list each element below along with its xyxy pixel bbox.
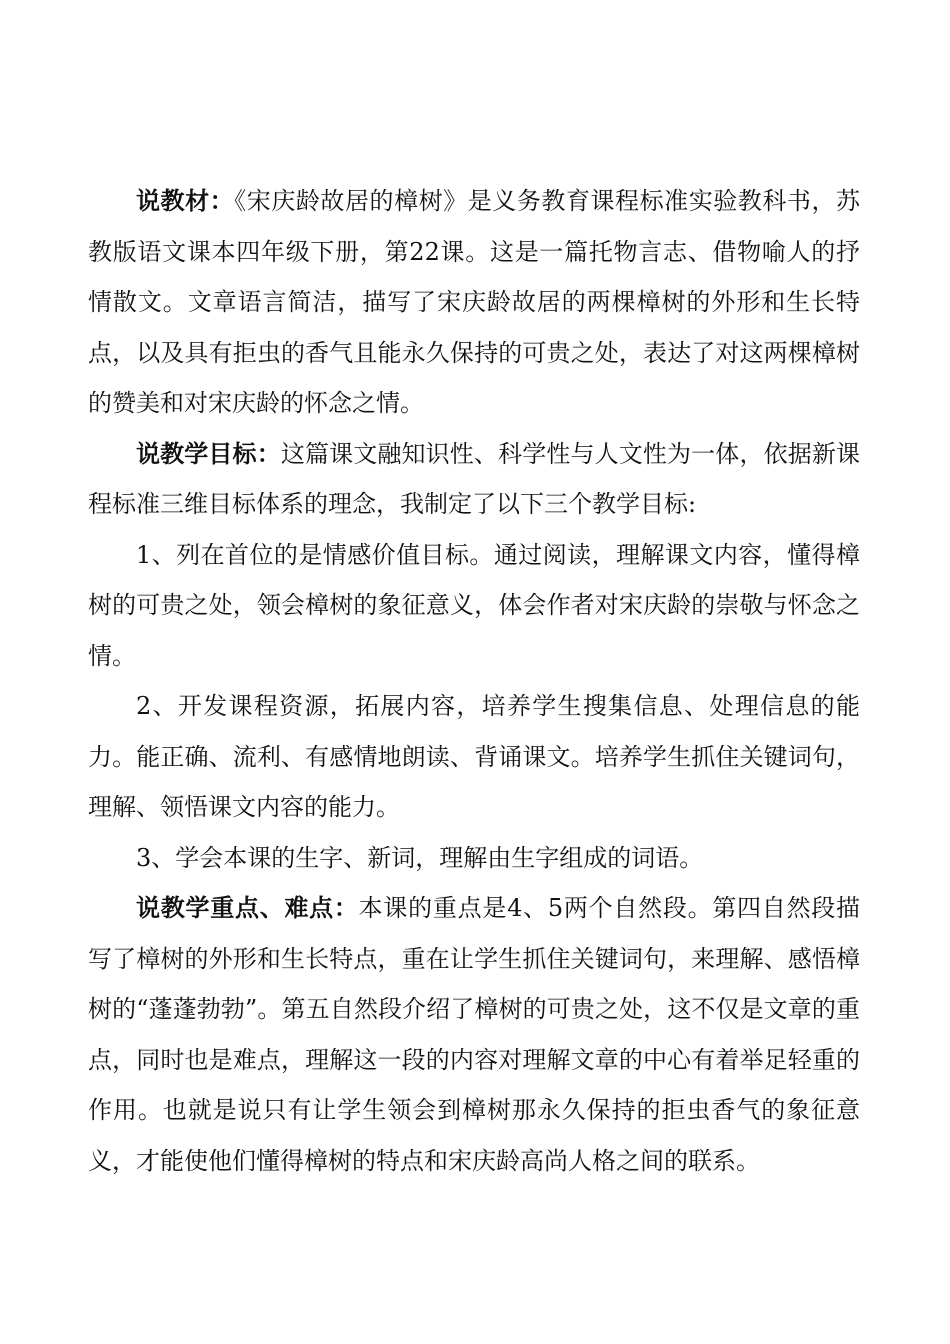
paragraph-text: 2、开发课程资源，拓展内容，培养学生搜集信息、处理信息的能力。能正确、流利、有感情地朗读、背诵课文。培养学生抓住关键词句，理解、领悟课文内容的能力。 <box>88 692 860 821</box>
document-body <box>88 176 860 1186</box>
paragraph-lead: 说教材： <box>136 187 235 215</box>
paragraph-text: 这篇课文融知识性、科学性与人文性为一体，依据新课程标准三维目标体系的理念，我制定了以下三个教学目标: <box>88 439 860 518</box>
paragraph-textbook-intro <box>88 176 860 429</box>
paragraph-text: 3、学会本课的生字、新词，理解由生字组成的词语。 <box>136 843 704 872</box>
paragraph-lead: 说教学目标： <box>136 439 281 468</box>
paragraph-goal-1 <box>88 530 860 682</box>
paragraph-teaching-goals <box>88 429 860 530</box>
paragraph-goal-3 <box>88 833 860 884</box>
paragraph-key-points <box>88 883 860 1186</box>
paragraph-goal-2 <box>88 681 860 833</box>
paragraph-text: 1、列在首位的是情感价值目标。通过阅读，理解课文内容，懂得樟树的可贵之处，领会樟树的象征意义，体会作者对宋庆龄的崇敬与怀念之情。 <box>88 540 860 670</box>
paragraph-text: 《宋庆龄故居的樟树》是义务教育课程标准实验教科书，苏教版语文课本四年级下册，第22课。这是一篇托物言志、借物喻人的抒情散文。文章语言简洁，描写了宋庆龄故居的两棵樟树的外形和生长特点，以及具有拒虫的香气且能永久保持的可贵之处，表达了对这两棵樟树的赞美和对宋庆龄的怀念之情。 <box>88 187 861 417</box>
paragraph-lead: 说教学重点、难点： <box>136 894 359 922</box>
paragraph-text: 本课的重点是4、5两个自然段。第四自然段描写了樟树的外形和生长特点，重在让学生抓住关键词句，来理解、感悟樟树的“蓬蓬勃勃”。第五自然段介绍了樟树的可贵之处，这不仅是文章的重点，同时也是难点，理解这一段的内容对理解文章的中心有着举足轻重的作用。也就是说只有让学生领会到樟树那永久保持的拒虫香气的象征意义，才能使他们懂得樟树的特点和宋庆龄高尚人格之间的联系。 <box>88 894 861 1175</box>
